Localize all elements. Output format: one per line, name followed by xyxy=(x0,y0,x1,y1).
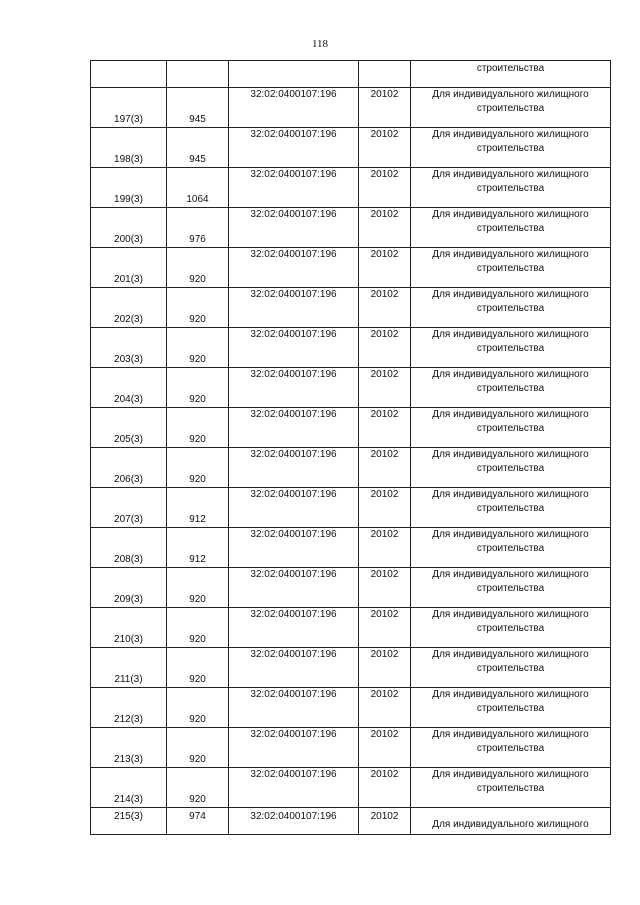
cell-use-code: 20102 xyxy=(359,448,411,488)
cell-cadastral-number: 32:02:0400107:196 xyxy=(229,448,359,488)
cell-parcel-number: 208(3) xyxy=(91,528,167,568)
cell-use-code: 20102 xyxy=(359,568,411,608)
cell-area: 1064 xyxy=(167,168,229,208)
table-row-continued xyxy=(91,61,611,88)
cell-use-code: 20102 xyxy=(359,368,411,408)
cell-permitted-use-line-1: Для индивидуального жилищного xyxy=(432,689,589,700)
parcel-table xyxy=(90,60,611,835)
cell-area: 920 xyxy=(167,328,229,368)
table-row xyxy=(91,248,611,288)
cell-permitted-use xyxy=(411,128,611,168)
cell-parcel-number: 204(3) xyxy=(91,368,167,408)
table-row xyxy=(91,728,611,768)
cell-use-code: 20102 xyxy=(359,768,411,808)
table-row xyxy=(91,288,611,328)
cell-use-code: 20102 xyxy=(359,608,411,648)
cell-cadastral-number: 32:02:0400107:196 xyxy=(229,568,359,608)
cell-permitted-use-line-2: строительства xyxy=(476,183,545,194)
cell-use-code: 20102 xyxy=(359,808,411,835)
page-number: 118 xyxy=(311,38,329,50)
cell-cadastral-number: 32:02:0400107:196 xyxy=(229,368,359,408)
cell-parcel-number: 207(3) xyxy=(91,488,167,528)
cell-permitted-use xyxy=(411,168,611,208)
cell-permitted-use-line-2: строительства xyxy=(476,383,545,394)
cell-permitted-use-line-2: строительства xyxy=(476,103,545,114)
cell-cadastral-number xyxy=(229,61,359,88)
cell-parcel-number: 215(3) xyxy=(91,808,167,835)
table-row xyxy=(91,328,611,368)
cell-permitted-use-line-1: Для индивидуального жилищного xyxy=(432,609,589,620)
cell-permitted-use xyxy=(411,248,611,288)
cell-permitted-use-line-2: строительства xyxy=(476,263,545,274)
cell-permitted-use-line-1: Для индивидуального жилищного xyxy=(432,129,589,140)
cell-cadastral-number: 32:02:0400107:196 xyxy=(229,168,359,208)
cell-parcel-number: 210(3) xyxy=(91,608,167,648)
cell-area: 920 xyxy=(167,568,229,608)
cell-permitted-use xyxy=(411,528,611,568)
cell-parcel-number: 214(3) xyxy=(91,768,167,808)
cell-use-code: 20102 xyxy=(359,408,411,448)
cell-permitted-use xyxy=(411,608,611,648)
table-row xyxy=(91,648,611,688)
cell-permitted-use-line-1: Для индивидуального жилищного xyxy=(432,649,589,660)
table-row xyxy=(91,128,611,168)
cell-cadastral-number: 32:02:0400107:196 xyxy=(229,648,359,688)
cell-permitted-use-line-2: строительства xyxy=(476,583,545,594)
cell-permitted-use-line-2: строительства xyxy=(476,503,545,514)
cell-permitted-use-line-2: строительства xyxy=(476,423,545,434)
cell-area: 974 xyxy=(167,808,229,835)
cell-area: 945 xyxy=(167,128,229,168)
cell-permitted-use xyxy=(411,728,611,768)
cell-parcel-number: 213(3) xyxy=(91,728,167,768)
cell-use-code: 20102 xyxy=(359,488,411,528)
cell-permitted-use-line-1: Для индивидуального жилищного xyxy=(432,409,589,420)
cell-area: 920 xyxy=(167,448,229,488)
cell-cadastral-number: 32:02:0400107:196 xyxy=(229,88,359,128)
cell-permitted-use xyxy=(411,208,611,248)
table-row xyxy=(91,408,611,448)
table-row xyxy=(91,568,611,608)
cell-area: 920 xyxy=(167,608,229,648)
cell-cadastral-number: 32:02:0400107:196 xyxy=(229,248,359,288)
cell-use-code: 20102 xyxy=(359,648,411,688)
cell-parcel-number: 205(3) xyxy=(91,408,167,448)
cell-cadastral-number: 32:02:0400107:196 xyxy=(229,528,359,568)
cell-cadastral-number: 32:02:0400107:196 xyxy=(229,768,359,808)
cell-permitted-use xyxy=(411,368,611,408)
table-row xyxy=(91,488,611,528)
table-row-last xyxy=(91,808,611,835)
cell-permitted-use-line-1: Для индивидуального жилищного xyxy=(432,369,589,380)
cell-parcel-number: 198(3) xyxy=(91,128,167,168)
cell-permitted-use xyxy=(411,688,611,728)
cell-use-code: 20102 xyxy=(359,168,411,208)
cell-cadastral-number: 32:02:0400107:196 xyxy=(229,488,359,528)
cell-parcel-number: 200(3) xyxy=(91,208,167,248)
cell-cadastral-number: 32:02:0400107:196 xyxy=(229,808,359,835)
cell-parcel-number: 201(3) xyxy=(91,248,167,288)
cell-parcel-number: 203(3) xyxy=(91,328,167,368)
cell-permitted-use-line-2: строительства xyxy=(476,543,545,554)
cell-cadastral-number: 32:02:0400107:196 xyxy=(229,288,359,328)
cell-area: 912 xyxy=(167,488,229,528)
cell-parcel-number xyxy=(91,61,167,88)
cell-permitted-use-line-1: Для индивидуального жилищного xyxy=(432,329,589,340)
cell-use-code: 20102 xyxy=(359,688,411,728)
cell-area: 920 xyxy=(167,648,229,688)
cell-use-code: 20102 xyxy=(359,208,411,248)
cell-cadastral-number: 32:02:0400107:196 xyxy=(229,128,359,168)
table-row xyxy=(91,208,611,248)
cell-parcel-number: 199(3) xyxy=(91,168,167,208)
cell-use-code xyxy=(359,61,411,88)
cell-area: 920 xyxy=(167,728,229,768)
cell-area: 912 xyxy=(167,528,229,568)
cell-permitted-use xyxy=(411,448,611,488)
cell-permitted-use-line-2: строительства xyxy=(476,663,545,674)
cell-permitted-use-line-2: строительства xyxy=(476,223,545,234)
cell-permitted-use xyxy=(411,768,611,808)
cell-permitted-use-line-1: Для индивидуального жилищного xyxy=(432,169,589,180)
cell-area: 920 xyxy=(167,768,229,808)
cell-cadastral-number: 32:02:0400107:196 xyxy=(229,728,359,768)
parcel-table-body xyxy=(91,61,611,835)
cell-permitted-use xyxy=(411,88,611,128)
cell-parcel-number: 197(3) xyxy=(91,88,167,128)
cell-parcel-number: 202(3) xyxy=(91,288,167,328)
table-row xyxy=(91,608,611,648)
cell-permitted-use xyxy=(411,288,611,328)
cell-permitted-use: строительства xyxy=(411,61,611,88)
cell-parcel-number: 211(3) xyxy=(91,648,167,688)
cell-permitted-use-line-1: Для индивидуального жилищного xyxy=(432,729,589,740)
cell-cadastral-number: 32:02:0400107:196 xyxy=(229,208,359,248)
cell-cadastral-number: 32:02:0400107:196 xyxy=(229,328,359,368)
cell-area: 920 xyxy=(167,248,229,288)
cell-permitted-use-line-1: Для индивидуального жилищного xyxy=(432,209,589,220)
cell-cadastral-number: 32:02:0400107:196 xyxy=(229,688,359,728)
cell-parcel-number: 212(3) xyxy=(91,688,167,728)
cell-use-code: 20102 xyxy=(359,328,411,368)
table-row xyxy=(91,688,611,728)
cell-permitted-use-line-1: Для индивидуального жилищного xyxy=(432,529,589,540)
cell-area: 920 xyxy=(167,408,229,448)
cell-permitted-use-line-1: Для индивидуального жилищного xyxy=(432,249,589,260)
cell-use-code: 20102 xyxy=(359,288,411,328)
cell-permitted-use-line-1: Для индивидуального жилищного xyxy=(432,489,589,500)
table-row xyxy=(91,368,611,408)
cell-permitted-use xyxy=(411,488,611,528)
cell-permitted-use xyxy=(411,408,611,448)
cell-use-code: 20102 xyxy=(359,728,411,768)
table-row xyxy=(91,448,611,488)
cell-permitted-use: Для индивидуального жилищного xyxy=(411,808,611,835)
cell-permitted-use-line-2: строительства xyxy=(476,703,545,714)
cell-permitted-use xyxy=(411,648,611,688)
cell-area: 945 xyxy=(167,88,229,128)
cell-permitted-use xyxy=(411,568,611,608)
cell-cadastral-number: 32:02:0400107:196 xyxy=(229,608,359,648)
cell-permitted-use-line-2: строительства xyxy=(476,143,545,154)
cell-permitted-use-line-2: строительства xyxy=(476,303,545,314)
cell-permitted-use-line-2: строительства xyxy=(476,463,545,474)
cell-area xyxy=(167,61,229,88)
table-row xyxy=(91,768,611,808)
cell-area: 920 xyxy=(167,288,229,328)
cell-use-code: 20102 xyxy=(359,248,411,288)
cell-permitted-use-line-2: строительства xyxy=(476,743,545,754)
cell-permitted-use-line-2: строительства xyxy=(476,623,545,634)
cell-use-code: 20102 xyxy=(359,128,411,168)
cell-cadastral-number: 32:02:0400107:196 xyxy=(229,408,359,448)
cell-area: 920 xyxy=(167,368,229,408)
cell-parcel-number: 209(3) xyxy=(91,568,167,608)
table-row xyxy=(91,528,611,568)
cell-area: 976 xyxy=(167,208,229,248)
cell-parcel-number: 206(3) xyxy=(91,448,167,488)
cell-permitted-use-line-1: Для индивидуального жилищного xyxy=(432,449,589,460)
cell-permitted-use-line-1: Для индивидуального жилищного xyxy=(432,569,589,580)
cell-use-code: 20102 xyxy=(359,528,411,568)
cell-permitted-use-line-2: строительства xyxy=(476,783,545,794)
cell-permitted-use-line-2: строительства xyxy=(476,343,545,354)
cell-permitted-use-line-1: Для индивидуального жилищного xyxy=(432,89,589,100)
table-row xyxy=(91,168,611,208)
cell-permitted-use-line-1: Для индивидуального жилищного xyxy=(432,769,589,780)
cell-permitted-use-line-1: Для индивидуального жилищного xyxy=(432,289,589,300)
cell-area: 920 xyxy=(167,688,229,728)
table-row xyxy=(91,88,611,128)
cell-permitted-use xyxy=(411,328,611,368)
cell-use-code: 20102 xyxy=(359,88,411,128)
